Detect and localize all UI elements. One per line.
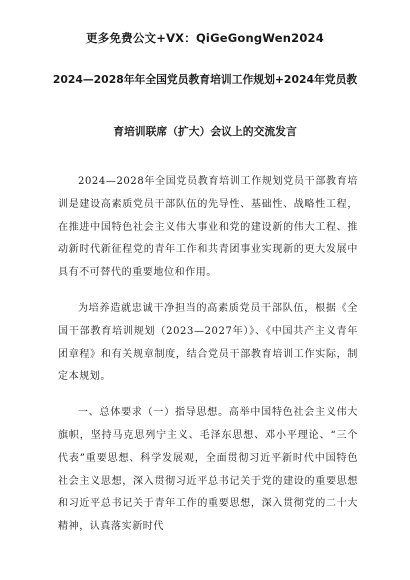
paragraph-purpose: 为培养造就忠诚干净担当的高素质党员干部队伍，根据《全国干部教育培训规划（2023—2027年）》、《中国共产主义青年团章程》和有关规章制度，结合党员干部教育培训工作实际，制定本规划。: [58, 302, 358, 383]
document-body: [58, 171, 358, 552]
paragraph-general-requirements: 一、总体要求（一）指导思想。高举中国特色社会主义伟大旗帜，坚持马克思列宁主义、毛泽东思想、邓小平理论、“三个代表”重要思想、科学发展观，全面贯彻习近平新时代中国特色社会主义思想，深入贯彻习近平总书记关于党的建设的重要思想和习近平总书记关于青年工作的重要思想，深入贯彻党的二十大精神，认真落实新时代: [58, 407, 358, 533]
document-title-line-1: 2024—2028年年全国党员教育培训工作规划+2024年党员教: [52, 73, 358, 86]
paragraph-intro: 2024—2028年全国党员教育培训工作规划党员干部教育培训是建设高素质党员干部队伍的先导性、基础性、战略性工程，在推进中国特色社会主义伟大事业和党的建设新的伟大工程、推动新时代新征程党的青年工作和共青团事业实现新的更大发展中具有不可替代的重要地位和作用。: [58, 176, 358, 279]
document-title-line-2: 育培训联席（扩大）会议上的交流发言: [113, 125, 297, 138]
promo-header: 更多免费公文+VX：QiGeGongWen2024: [86, 31, 324, 45]
